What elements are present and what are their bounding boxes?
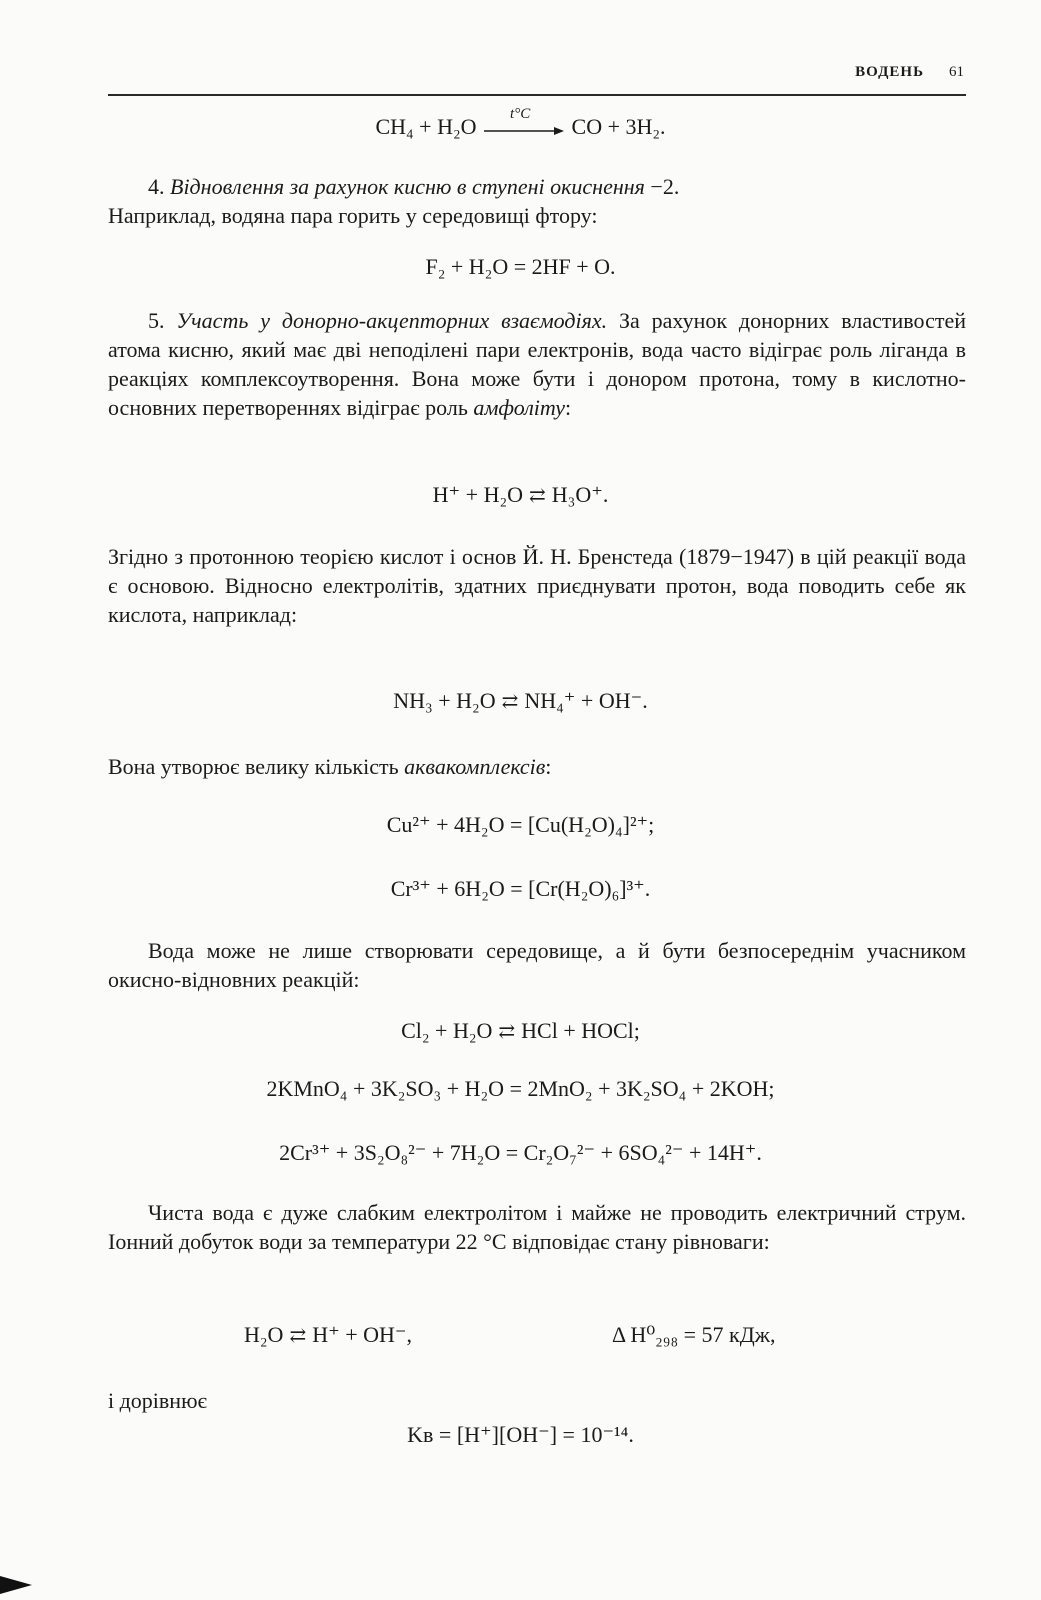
page-corner-mark [0,1576,32,1594]
paragraph-aqua-text: Вона утворює велику кількість [108,754,405,779]
equation-dissociation [244,1322,412,1348]
paragraph-4-title: Відновлення за рахунок кисню в ступені окиснення [170,174,645,199]
paragraph-4-tail: −2. [644,174,680,199]
equilibrium-arrow-icon: ⇄ [501,691,519,713]
paragraph-4 [108,172,966,230]
equation-fluorine: F₂ + H₂O = 2HF + O. [425,254,616,279]
equation-hydronium-rhs: H₃O⁺. [551,482,609,507]
paragraph-redox: Вода може не лише створювати середовище, а й бути безпосереднім учасником окисно-відновних реакцій: [108,938,966,992]
page-number: 61 [949,64,964,80]
equation-dissociation-lhs: H₂O [244,1322,284,1347]
equation-hydronium-lhs: H⁺ + H₂O [432,482,524,507]
paragraph-4-number: 4. [148,174,165,199]
right-arrow-icon [482,126,566,136]
paragraph-bronsted: Згідно з протонною теорією кислот і основ Й. Н. Бренстеда (1879−1947) в цій реакції вода є основою. Відносно електролітів, здатних приєднувати протон, вода поводить себе як кислота, наприклад: [108,544,966,627]
equation-chlorine-lhs: Cl₂ + H₂O [401,1018,493,1043]
paragraph-5-title: Участь у донорно-акцепторних взаємодіях. [176,308,608,333]
equation-chromium: Cr³⁺ + 6H₂O = [Cr(H₂O)₆]³⁺. [390,876,651,901]
paragraph-pure-water: Чиста вода є дуже слабким електролітом і майже не проводить електричний струм. Іонний добуток води за температури 22 °C відповідає стану рівноваги: [108,1200,966,1254]
running-title: ВОДЕНЬ [855,64,924,80]
equilibrium-arrow-icon: ⇄ [289,1325,307,1347]
condition-arrow [482,105,566,140]
equation-methane-rhs: CO + 3H₂. [571,114,666,139]
paragraph-5 [108,306,966,422]
paragraph-5-number: 5. [148,308,165,333]
paragraph-equals: і дорівнює [108,1388,207,1413]
equation-chlorine [0,1018,1041,1044]
paragraph-4-line2: Наприклад, водяна пара горить у середовищі фтору: [108,203,598,228]
equation-ammonia-lhs: NH₃ + H₂O [393,688,496,713]
equation-dissociation-rhs: H⁺ + OH⁻, [312,1322,413,1347]
equation-chlorine-rhs: HCl + HOCl; [521,1018,640,1043]
equation-methane-lhs: CH₄ + H₂O [375,114,477,139]
page-header [108,58,966,96]
equation-permanganate: 2KMnO₄ + 3K₂SO₃ + H₂O = 2MnO₂ + 3K₂SO₄ + 2KOH; [266,1076,775,1101]
paragraph-aqua-end: : [545,754,552,779]
equilibrium-arrow-icon: ⇄ [498,1021,516,1043]
equation-hydronium [0,482,1041,508]
paragraph-5-term: амфоліту [473,395,566,420]
paragraph-5-text: За рахунок донорних властивостей атома кисню, який має дві неподілені пари електронів, вода часто відіграє роль ліганда в реакціях комплексоутворення. Вона може бути і донором протона, тому в кислотно-основних перетвореннях відіграє роль [108,308,966,420]
paragraph-aqua-term: аквакомплексів [404,754,546,779]
equation-ammonia [0,688,1041,714]
condition-label: t°C [510,105,531,122]
enthalpy-value: Δ H⁰₂₉₈ = 57 кДж, [612,1322,776,1347]
paragraph-aqua [108,752,966,781]
equation-persulfate: 2Cr³⁺ + 3S₂O₈²⁻ + 7H₂O = Cr₂O₇²⁻ + 6SO₄²⁻ + 14H⁺. [279,1140,762,1165]
equation-ammonia-rhs: NH₄⁺ + OH⁻. [524,688,648,713]
paragraph-5-end: : [565,395,572,420]
equilibrium-arrow-icon: ⇄ [529,485,546,507]
equation-methane [0,105,1041,140]
equation-copper: Cu²⁺ + 4H₂O = [Cu(H₂O)₄]²⁺; [386,812,655,837]
equation-ionic-product: Kв = [H⁺][OH⁻] = 10⁻¹⁴. [407,1422,634,1447]
